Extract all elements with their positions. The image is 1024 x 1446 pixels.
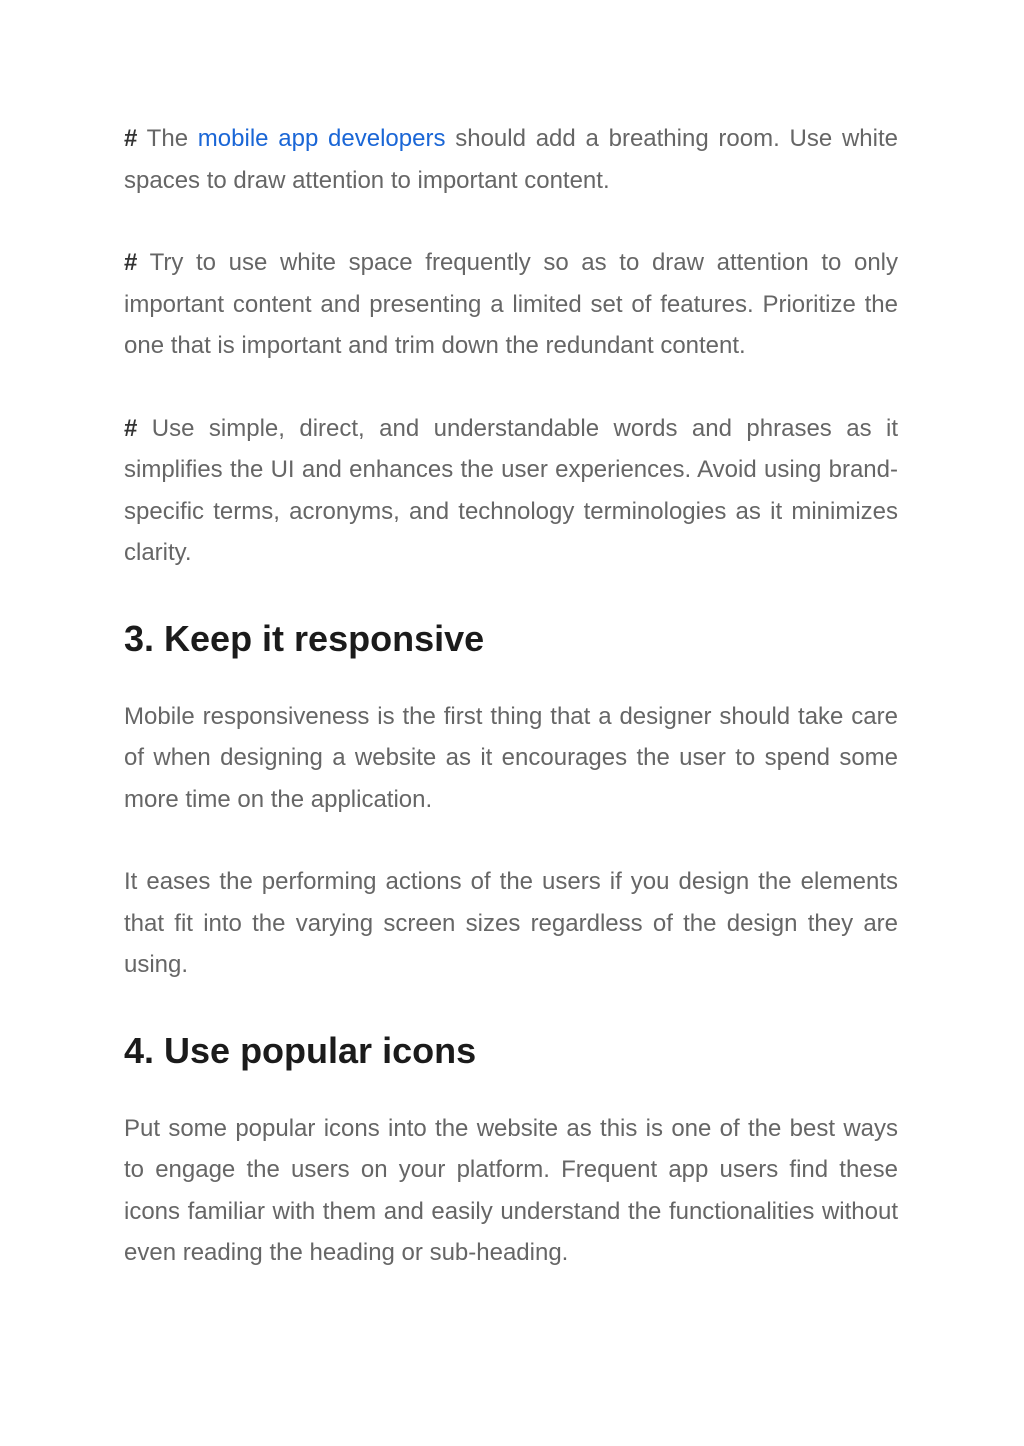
paragraph-eases-actions: It eases the performing actions of the users if you design the elements that fit into the varying screen sizes regardless of the design they are using. [124,868,898,978]
paragraph-text: Try to use white space frequently so as to draw attention to only important content and presenting a limited set of features. Prioritize the one that is important and trim down the redundant content. [124,249,898,359]
document-page [124,118,898,1274]
paragraph-simple-words [124,408,898,574]
paragraph-text: Use simple, direct, and understandable words and phrases as it simplifies the UI and enhances the user experiences. Avoid using brand-specific terms, acronyms, and technology terminologies as it minimizes clarity. [124,414,898,566]
paragraph-rest-text: should add a breathing room. Use white spaces to draw attention to important content. [124,125,898,194]
paragraph-lead-text: The [137,125,198,152]
paragraph-mobile-responsiveness: Mobile responsiveness is the first thing that a designer should take care of when designing a website as it encourages the user to spend some more time on the application. [124,702,898,813]
paragraph-breathing-room [124,118,898,201]
paragraph-white-space [124,242,898,367]
bullet-hash: # [124,249,138,276]
mobile-app-developers-link[interactable]: mobile app developers [197,125,446,152]
paragraph-popular-icons: Put some popular icons into the website as this is one of the best ways to engage the users on your platform. Frequent app users find these icons familiar with them and easily understand the functionalities without even reading the heading or sub-heading. [124,1114,898,1266]
heading-use-popular-icons: 4. Use popular icons [124,1029,477,1071]
bullet-hash: # [124,414,138,442]
heading-keep-it-responsive: 3. Keep it responsive [124,617,485,659]
bullet-hash: # [124,125,138,152]
